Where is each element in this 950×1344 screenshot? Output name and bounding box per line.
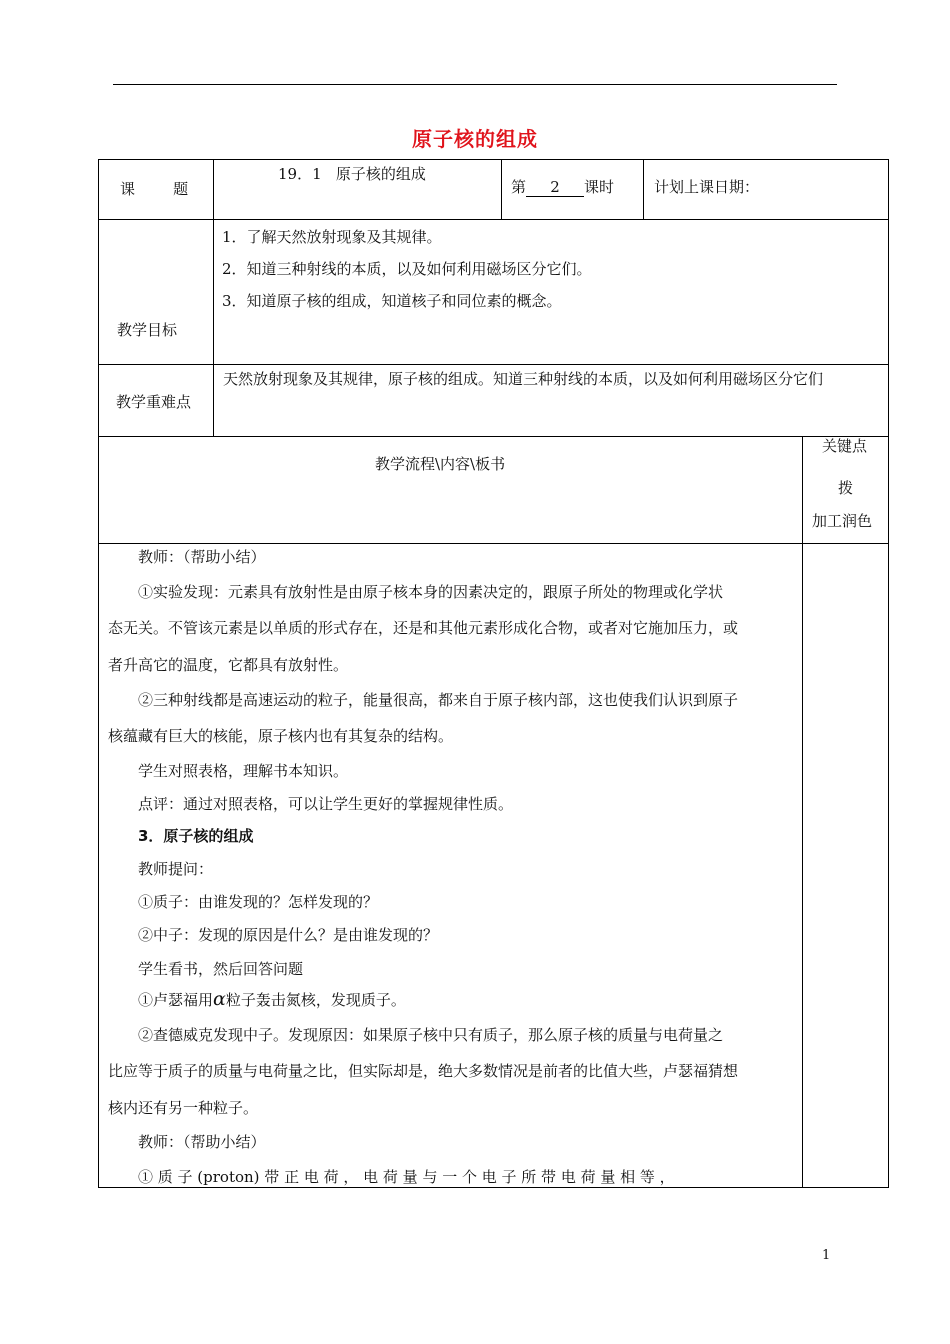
content-line: ②三种射线都是高速运动的粒子，能量很高，都来自于原子核内部，这也使我们认识到原子 (138, 691, 739, 709)
content-line: 者升高它的温度，它都具有放射性。 (108, 656, 349, 674)
period-field (511, 178, 614, 197)
side-column-line2: 拨 (838, 479, 854, 497)
course-name: 19．1 原子核的组成 (278, 165, 426, 183)
course-label: 课 题 (120, 180, 189, 198)
page-title: 原子核的组成 (412, 127, 538, 151)
content-line: ②查德威克发现中子。发现原因：如果原子核中只有质子，那么原子核的质量与电荷量之 (138, 1026, 724, 1044)
header-rule (113, 84, 837, 85)
key-points-label: 教学重难点 (116, 393, 192, 411)
content-line: 学生看书，然后回答问题 (138, 960, 304, 978)
content-line: 态无关。不管该元素是以单质的形式存在，还是和其他元素形成化合物，或者对它施加压力，或 (108, 619, 739, 637)
side-column-line3: 加工润色 (812, 512, 873, 530)
content-line: ①质子：由谁发现的？怎样发现的？ (138, 893, 379, 911)
key-points-text: 天然放射现象及其规律，原子核的组成。知道三种射线的本质，以及如何利用磁场区分它们 (223, 370, 824, 388)
content-line: ①实验发现：元素具有放射性是由原子核本身的因素决定的，跟原子所处的物理或化学状 (138, 583, 724, 601)
content-line: 教师：（帮助小结） (138, 1133, 266, 1151)
content-line: 教师：（帮助小结） (138, 548, 266, 566)
content-line: 点评：通过对照表格，可以让学生更好的掌握规律性质。 (138, 795, 514, 813)
content-line: ②中子：发现的原因是什么？是由谁发现的？ (138, 926, 439, 944)
content-line: ①卢瑟福用α粒子轰击氮核，发现质子。 (138, 988, 406, 1010)
period-suffix: 课时 (584, 178, 615, 196)
content-line: ① 质 子 (proton) 带 正 电 荷 ， 电 荷 量 与 一 个 电 子 所 带 电 荷 量 相 等 ， (138, 1168, 675, 1186)
plan-date-label: 计划上课日期： (654, 178, 760, 196)
objectives-label: 教学目标 (117, 321, 178, 339)
objective-item-3: 3．知道原子核的组成，知道核子和同位素的概念。 (222, 292, 562, 310)
period-prefix: 第 (511, 178, 527, 196)
flow-header-label: 教学流程\内容\板书 (375, 455, 506, 473)
alpha-symbol: α (213, 988, 226, 1010)
side-column-line1: 关键点 (822, 437, 868, 455)
content-line: 学生对照表格，理解书本知识。 (138, 762, 349, 780)
objective-item-1: 1．了解天然放射现象及其规律。 (222, 228, 442, 246)
section-heading: 3．原子核的组成 (138, 827, 254, 845)
period-number: 2 (526, 178, 584, 197)
page-number: 1 (822, 1248, 831, 1263)
content-line: 核内还有另一种粒子。 (108, 1099, 259, 1117)
content-line: 比应等于质子的质量与电荷量之比，但实际却是，绝大多数情况是前者的比值大些，卢瑟福猜想 (108, 1062, 739, 1080)
objective-item-2: 2．知道三种射线的本质，以及如何利用磁场区分它们。 (222, 260, 592, 278)
content-line: 核蕴藏有巨大的核能，原子核内也有其复杂的结构。 (108, 727, 454, 745)
content-line: 教师提问： (138, 860, 214, 878)
